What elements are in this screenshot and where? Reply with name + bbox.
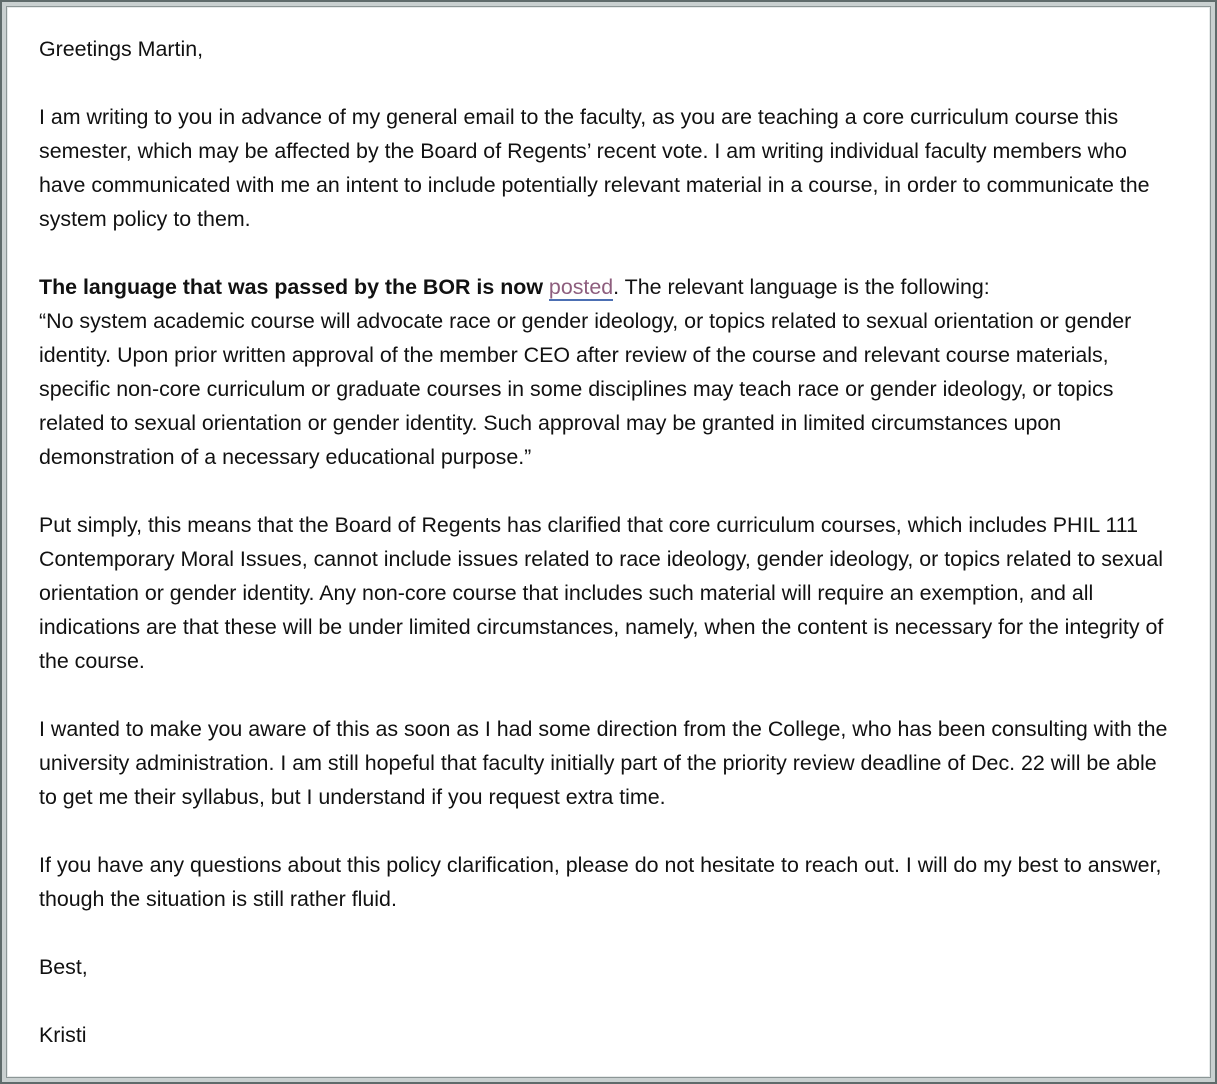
signature: Kristi <box>39 1023 87 1047</box>
paragraph-policy <box>39 270 1179 474</box>
paragraph-intro: I am writing to you in advance of my general email to the faculty, as you are teaching a core curriculum course this semester, which may be affected by the Board of Regents’ recent vote. I am writing individual faculty members who have communicated with me an intent to include potentially relevant material in a course, in order to communicate the system policy to them. <box>39 105 1150 231</box>
posted-link[interactable]: posted <box>548 275 614 299</box>
greeting: Greetings Martin, <box>39 37 204 61</box>
paragraph-questions: If you have any questions about this policy clarification, please do not hesitate to reach out. I will do my best to answer, though the situation is still rather fluid. <box>39 853 1162 911</box>
policy-quote: “No system academic course will advocate race or gender ideology, or topics related to sexual orientation or gender identity. Upon prior written approval of the member CEO after review of the course and relevant course materials, specific non-core curriculum or graduate courses in some disciplines may teach race or gender ideology, or topics related to sexual orientation or gender identity. Such approval may be granted in limited circumstances upon demonstration of a necessary educational purpose.” <box>39 309 1132 469</box>
bold-lead-text: The language that was passed by the BOR is now <box>39 275 543 299</box>
paragraph-explanation: Put simply, this means that the Board of Regents has clarified that core curriculum courses, which includes PHIL 111 Contemporary Moral Issues, cannot include issues related to race ideology, gender ideology, or topics related to sexual orientation or gender identity. Any non-core course that includes such material will require an exemption, and all indications are that these will be under limited circumstances, namely, when the content is necessary for the integrity of the course. <box>39 513 1164 673</box>
email-body <box>39 32 1179 1052</box>
closing: Best, <box>39 955 88 979</box>
paragraph-awareness: I wanted to make you aware of this as soon as I had some direction from the College, who has been consulting with the university administration. I am still hopeful that faculty initially part of the priority review deadline of Dec. 22 will be able to get me their syllabus, but I understand if you request extra time. <box>39 717 1168 809</box>
after-link-text: . The relevant language is the following: <box>613 275 990 299</box>
